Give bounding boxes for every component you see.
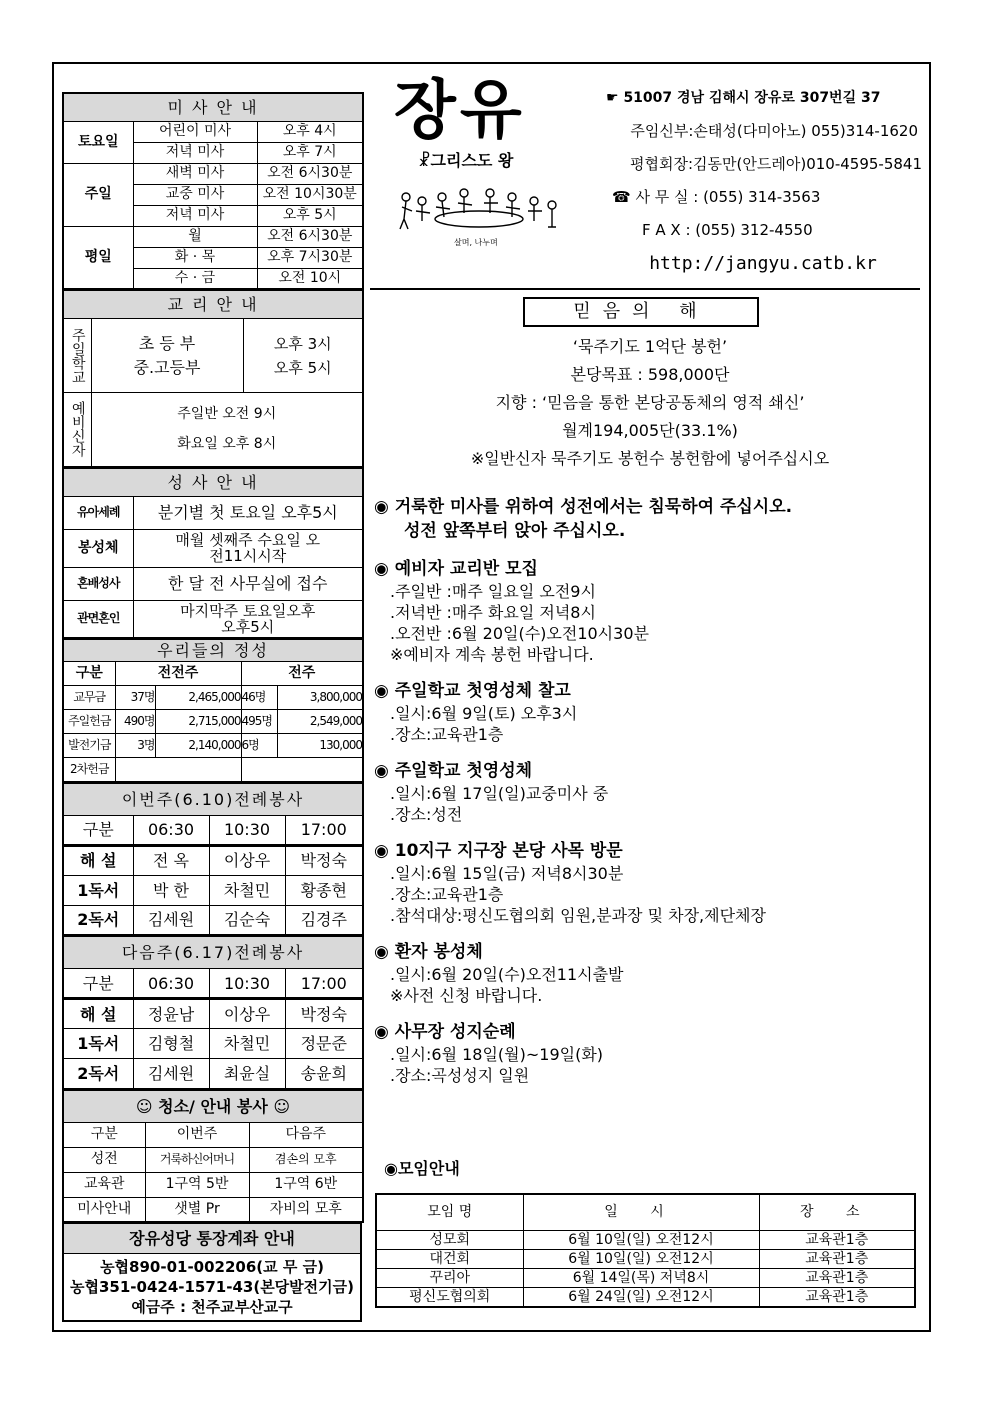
offering-cell: 6명 [241,734,277,758]
sacrament-name: 유아세례 [63,496,133,529]
offering-cell [115,758,241,782]
address: 51007 경남 김해시 장유로 307번길 37 [623,90,881,106]
notice-item [374,839,920,926]
offering-cell: 3명 [115,734,155,758]
catechumen-class: 주일반 오전 9시 [177,406,277,423]
notice-line: .일시:6월 20일(수)오전11시출발 [390,965,624,984]
notice-title: ◉ 예비자 교리반 모집 [374,559,538,579]
cleaning-col: 이번주 [145,1122,249,1147]
catechumen-class: 화요일 오후 8시 [177,436,277,453]
liturgy-this-header: 이번주(6.10)전례봉사 [63,783,363,815]
liturgy-person: 박정숙 [285,999,363,1029]
notice-line: .장소:성전 [390,805,463,824]
meeting-place: 교육관1층 [759,1268,915,1287]
liturgy-person: 김순숙 [209,905,285,935]
meeting-time: 6월 10일(일) 오전12시 [523,1230,759,1249]
liturgy-person: 차철민 [209,875,285,905]
liturgy-col: 10:30 [209,815,285,845]
rosary-campaign: ‘묵주기도 1억단 봉헌’ [572,337,728,356]
notice-title: ◉ 주일학교 첫영성체 찰고 [374,681,571,701]
cleaning-table [62,1090,364,1224]
meeting-col: 장 소 [759,1194,915,1230]
notice-title: ◉ 거룩한 미사를 위하여 성전에서는 침묵하여 주십시오. [374,497,793,517]
council-chair-info: 평협회장:김동만(안드레아)010-4595-5841 [630,155,922,173]
sacrament-name: 봉성체 [63,529,133,567]
mass-time: 오전 10시 [257,268,363,289]
cleaning-cell: 성전 [63,1147,145,1172]
mass-time: 오후 5시 [257,205,363,226]
phone-icon: ☎ [612,188,631,206]
offering-cell: 2,465,000 [155,686,241,710]
faith-year-title: 믿음의 해 [523,297,759,327]
cleaning-cell: 1구역 6반 [249,1172,363,1197]
liturgy-col: 구분 [63,815,133,845]
liturgy-role: 1독서 [63,1029,133,1059]
meetings-table [375,1193,916,1308]
liturgy-person: 박 한 [133,875,209,905]
notice-line: .일시:6월 15일(금) 저녁8시30분 [390,864,624,883]
notice-item [374,679,920,745]
cleaning-cell: 1구역 5반 [145,1172,249,1197]
header-divider [370,288,920,290]
offering-cell: 3,800,000 [277,686,363,710]
offering-header: 우리들의 정성 [63,640,363,662]
liturgy-role: 2독서 [63,1059,133,1089]
fax-number: F A X : (055) 312-4550 [642,221,813,239]
notice-item [374,1020,920,1086]
masthead-logo [394,72,564,253]
mass-time: 오후 7시30분 [257,247,363,268]
notice-item [374,759,920,825]
cleaning-header: ☺ 청소/ 안내 봉사 ☺ [63,1090,363,1122]
notice-line: .일시:6월 9일(토) 오후3시 [390,704,578,723]
offering-cell: 490명 [115,710,155,734]
account-line: 예금주 : 천주교부산교구 [131,1298,293,1316]
sacrament-table [62,468,364,640]
cleaning-col: 다음주 [249,1122,363,1147]
offering-cell: 2,140,000 [155,734,241,758]
mass-name: 화 · 목 [133,247,257,268]
meeting-name: 성모회 [376,1230,523,1249]
notice-title: ◉ 주일학교 첫영성체 [374,761,533,781]
meeting-place: 교육관1층 [759,1249,915,1268]
sacrament-info: 분기별 첫 토요일 오후5시 [133,496,363,529]
monthly-total: 월계194,005단(33.1%) [562,421,738,440]
offering-col: 전주 [241,662,363,686]
cleaning-cell: 미사안내 [63,1197,145,1222]
offering-cell: 교무금 [63,686,115,710]
liturgy-person: 차철민 [209,1029,285,1059]
parish-title: 장유 [394,74,526,148]
offering-cell: 2차헌금 [63,758,115,782]
faith-year-block [380,333,920,473]
mass-time: 오후 4시 [257,121,363,142]
liturgy-person: 김세원 [133,905,209,935]
sat-label: 토요일 [63,121,133,163]
weekday-label: 평일 [63,226,133,289]
notice-line: .일시:6월 18일(월)~19일(화) [390,1045,604,1064]
cleaning-cell: 교육관 [63,1172,145,1197]
account-table [62,1223,362,1322]
liturgy-person: 송윤희 [285,1059,363,1089]
cleaning-cell: 겸손의 모후 [249,1147,363,1172]
mass-time: 오전 10시30분 [257,184,363,205]
offering-cell: 46명 [241,686,277,710]
liturgy-person: 전 옥 [133,845,209,875]
notice-line: .주일반 :매주 일요일 오전9시 [390,582,596,601]
liturgy-person: 정문준 [285,1029,363,1059]
sun-label: 주일 [63,163,133,226]
school-level: 중.고등부 [133,357,201,377]
notice-line: .오전반 :6월 20일(수)오전10시30분 [390,624,649,643]
rosary-note: ※일반신자 묵주기도 봉헌수 봉헌함에 넣어주십시오 [470,449,830,468]
sacrament-header: 성 사 안 내 [63,468,363,496]
people-sharing-illustration [394,179,564,253]
sacrament-info: 매월 셋째주 수요일 오전11시시작 [133,529,363,567]
notice-item [374,940,920,1006]
cleaning-cell: 자비의 모후 [249,1197,363,1222]
account-header: 장유성당 통장계좌 안내 [63,1224,361,1254]
parish-goal: 본당목표 : 598,000단 [570,365,730,384]
notice-line: .참석대상:평신도협의회 임원,분과장 및 차장,제단체장 [390,906,766,925]
offering-cell: 주일헌금 [63,710,115,734]
notice-line: 성전 앞쪽부터 앉아 주십시오. [404,521,626,541]
meeting-time: 6월 14일(목) 저녁8시 [523,1268,759,1287]
cleaning-cell: 거룩하신어머니 [145,1147,249,1172]
meeting-name: 대건회 [376,1249,523,1268]
mass-name: 새벽 미사 [133,163,257,184]
sacrament-info: 한 달 전 사무실에 접수 [133,567,363,600]
sunday-school-label: 주일학교 [63,319,91,393]
notice-line: ※사전 신청 바랍니다. [390,986,543,1005]
meeting-time: 6월 24일(일) 오전12시 [523,1287,759,1307]
notice-line: .일시:6월 17일(일)교중미사 중 [390,784,609,803]
school-level: 초 등 부 [138,333,196,353]
mass-time: 오전 6시30분 [257,163,363,184]
mass-name: 저녁 미사 [133,205,257,226]
notice-title: ◉ 환자 봉성체 [374,942,483,962]
notices-list [374,495,920,1086]
pointing-hand-icon: ☛ [606,90,619,106]
liturgy-this-week-table [62,783,364,937]
liturgy-person: 박정숙 [285,845,363,875]
mass-time: 오전 6시30분 [257,226,363,247]
parish-subtitle: ☧그리스도 왕 [418,151,514,170]
mass-time: 오후 7시 [257,142,363,163]
motto: 살며, 나누며 [454,238,498,247]
mass-name: 월 [133,226,257,247]
meetings-title: ◉모임안내 [384,1159,460,1178]
mass-header: 미 사 안 내 [63,93,363,121]
liturgy-role: 해 설 [63,999,133,1029]
offering-cell [241,758,363,782]
notice-line: .장소:교육관1층 [390,725,504,744]
offering-cell: 2,715,000 [155,710,241,734]
meeting-name: 꾸리아 [376,1268,523,1287]
contact-info [598,82,928,280]
cleaning-cell: 샛별 Pr [145,1197,249,1222]
pastor-info: 주임신부:손태성(다미아노) 055)314-1620 [630,122,918,140]
notice-title: ◉ 사무장 성지순례 [374,1022,516,1042]
notice-item [374,557,920,665]
sacrament-info: 마지막주 토요일오후 오후5시 [133,600,363,638]
liturgy-role: 해 설 [63,845,133,875]
liturgy-person: 최윤실 [209,1059,285,1089]
meeting-place: 교육관1층 [759,1230,915,1249]
sacrament-name: 관면혼인 [63,600,133,638]
liturgy-col: 구분 [63,969,133,999]
mass-name: 저녁 미사 [133,142,257,163]
mass-name: 어린이 미사 [133,121,257,142]
offering-table [62,639,364,783]
notice-line: .장소:교육관1층 [390,885,504,904]
offering-cell: 2,549,000 [277,710,363,734]
catechumen-label: 예비신자 [63,393,91,467]
offering-cell: 37명 [115,686,155,710]
liturgy-col: 10:30 [209,969,285,999]
liturgy-person: 김경주 [285,905,363,935]
liturgy-person: 이상우 [209,999,285,1029]
liturgy-col: 17:00 [285,969,363,999]
notice-line: ※예비자 계속 봉헌 바랍니다. [390,645,594,664]
liturgy-person: 황종현 [285,875,363,905]
offering-cell: 130,000 [277,734,363,758]
mass-name: 교중 미사 [133,184,257,205]
school-time: 오후 3시 [273,334,332,353]
liturgy-next-week-table [62,936,364,1090]
liturgy-person: 정윤남 [133,999,209,1029]
offering-cell: 발전기금 [63,734,115,758]
school-time: 오후 5시 [273,358,332,377]
cleaning-col: 구분 [63,1122,145,1147]
catechism-table [62,290,364,468]
intention: 지향 : ‘믿음을 통한 본당공동체의 영적 쇄신’ [495,393,805,412]
sacrament-name: 혼배성사 [63,567,133,600]
account-line: 농협890-01-002206(교 무 금) [100,1258,324,1276]
meeting-col: 일 시 [523,1194,759,1230]
offering-col: 구분 [63,662,115,686]
notice-line: .저녁반 :매주 화요일 저녁8시 [390,603,596,622]
liturgy-role: 2독서 [63,905,133,935]
left-column [62,92,362,1322]
mass-name: 수 · 금 [133,268,257,289]
meeting-name: 평신도협의회 [376,1287,523,1307]
liturgy-person: 김세원 [133,1059,209,1089]
liturgy-col: 06:30 [133,815,209,845]
notice-line: .장소:곡성성지 일원 [390,1066,530,1085]
liturgy-col: 17:00 [285,815,363,845]
liturgy-person: 이상우 [209,845,285,875]
notice-item [374,495,920,543]
offering-cell: 495명 [241,710,277,734]
liturgy-role: 1독서 [63,875,133,905]
liturgy-col: 06:30 [133,969,209,999]
liturgy-next-header: 다음주(6.17)전례봉사 [63,937,363,969]
offering-col: 전전주 [115,662,241,686]
office-phone: 사 무 실 : (055) 314-3563 [635,188,821,206]
notice-title: ◉ 10지구 지구장 본당 사목 방문 [374,841,623,861]
mass-table [62,92,364,290]
catechism-header: 교 리 안 내 [63,291,363,319]
meeting-time: 6월 10일(일) 오전12시 [523,1249,759,1268]
meeting-place: 교육관1층 [759,1287,915,1307]
meeting-col: 모임 명 [376,1194,523,1230]
account-line: 농협351-0424-1571-43(본당발전기금) [70,1278,354,1296]
liturgy-person: 김형철 [133,1029,209,1059]
homepage-link[interactable]: http://jangyu.catb.kr [649,253,877,274]
